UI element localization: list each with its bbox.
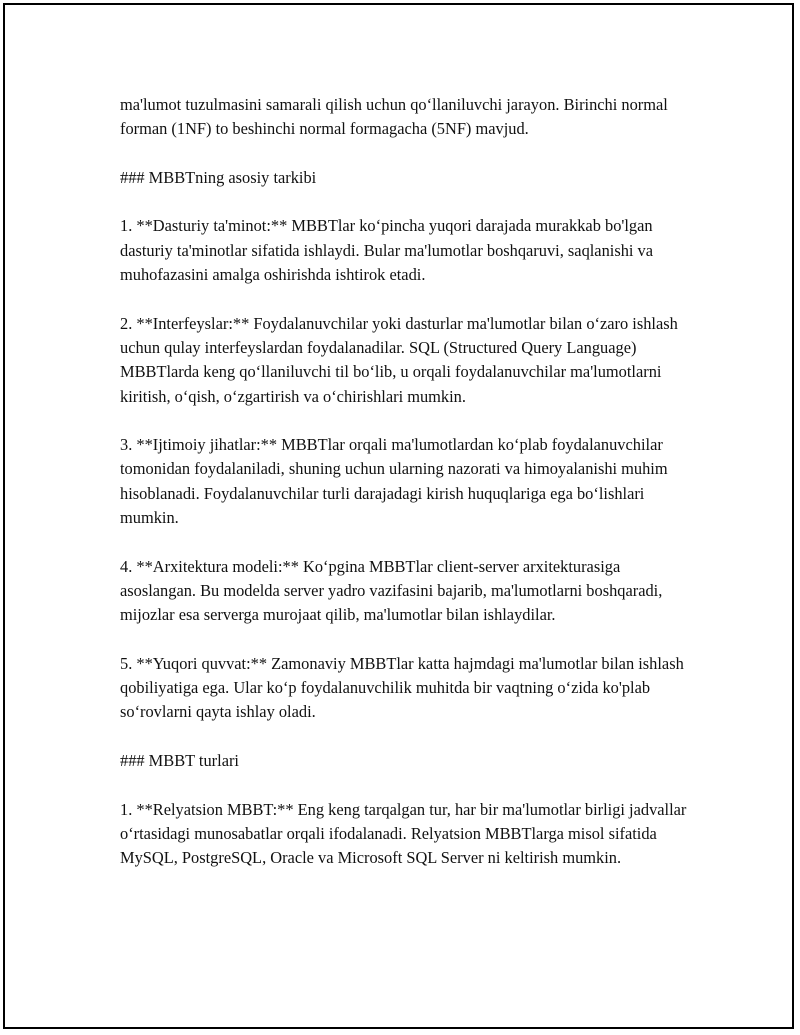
paragraph-relational-mbbt: 1. **Relyatsion MBBT:** Eng keng tarqalgan tur, har bir ma'lumotlar birligi jadvallar o‘rtasidagi munosabatlar orqali ifodalanadi. Relyatsion MBBTlarga misol sifatida MySQL, PostgreSQL, Oracle va Microsoft SQL Server ni keltirish mumkin. [120,799,687,868]
heading-mbbt-components: ### MBBTning asosiy tarkibi [120,167,317,187]
paragraph-interfaces: 2. **Interfeyslar:** Foydalanuvchilar yoki dasturlar ma'lumotlar bilan o‘zaro ishlash uchun qulay interfeyslardan foydalanadilar. SQL (Structured Query Language) MBBTlarda keng qo‘llaniluvchi til bo‘lib, u orqali foydalanuvchilar ma'lumotlarni kiritish, o‘qish, o‘zgartirish va o‘chirishlari mumkin. [120,313,678,406]
page-frame [3,3,794,1029]
paragraph-normalization-intro: ma'lumot tuzulmasini samarali qilish uchun qo‘llaniluvchi jarayon. Birinchi normal forman (1NF) to beshinchi normal formagacha (5NF) mavjud. [120,95,668,139]
paragraph-architecture: 4. **Arxitektura modeli:** Ko‘pgina MBBTlar client-server arxitekturasiga asoslangan. Bu modelda server yadro vazifasini bajarib, ma'lumotlarni boshqaradi, mijozlar esa serverga murojaat qilib, ma'lumotlar bilan ishlaydilar. [120,556,663,625]
paragraph-high-power: 5. **Yuqori quvvat:** Zamonaviy MBBTlar katta hajmdagi ma'lumotlar bilan ishlash qobiliyatiga ega. Ular ko‘p foydalanuvchilik muhitda bir vaqtning o‘zida ko'plab so‘rovlarni qayta ishlay oladi. [120,653,684,722]
paragraph-social-aspects: 3. **Ijtimoiy jihatlar:** MBBTlar orqali ma'lumotlardan ko‘plab foydalanuvchilar tomonidan foydalaniladi, shuning uchun ularning nazorati va himoyalanishi muhim hisoblanadi. Foydalanuvchilar turli darajadagi kirish huquqlariga ega bo‘lishlari mumkin. [120,435,668,528]
document-body [120,93,690,871]
heading-mbbt-types: ### MBBT turlari [120,751,239,771]
paragraph-software: 1. **Dasturiy ta'minot:** MBBTlar ko‘pincha yuqori darajada murakkab bo'lgan dasturiy ta'minotlar sifatida ishlaydi. Bular ma'lumotlar boshqaruvi, saqlanishi va muhofazasini amalga oshirishda ishtirok etadi. [120,216,654,285]
